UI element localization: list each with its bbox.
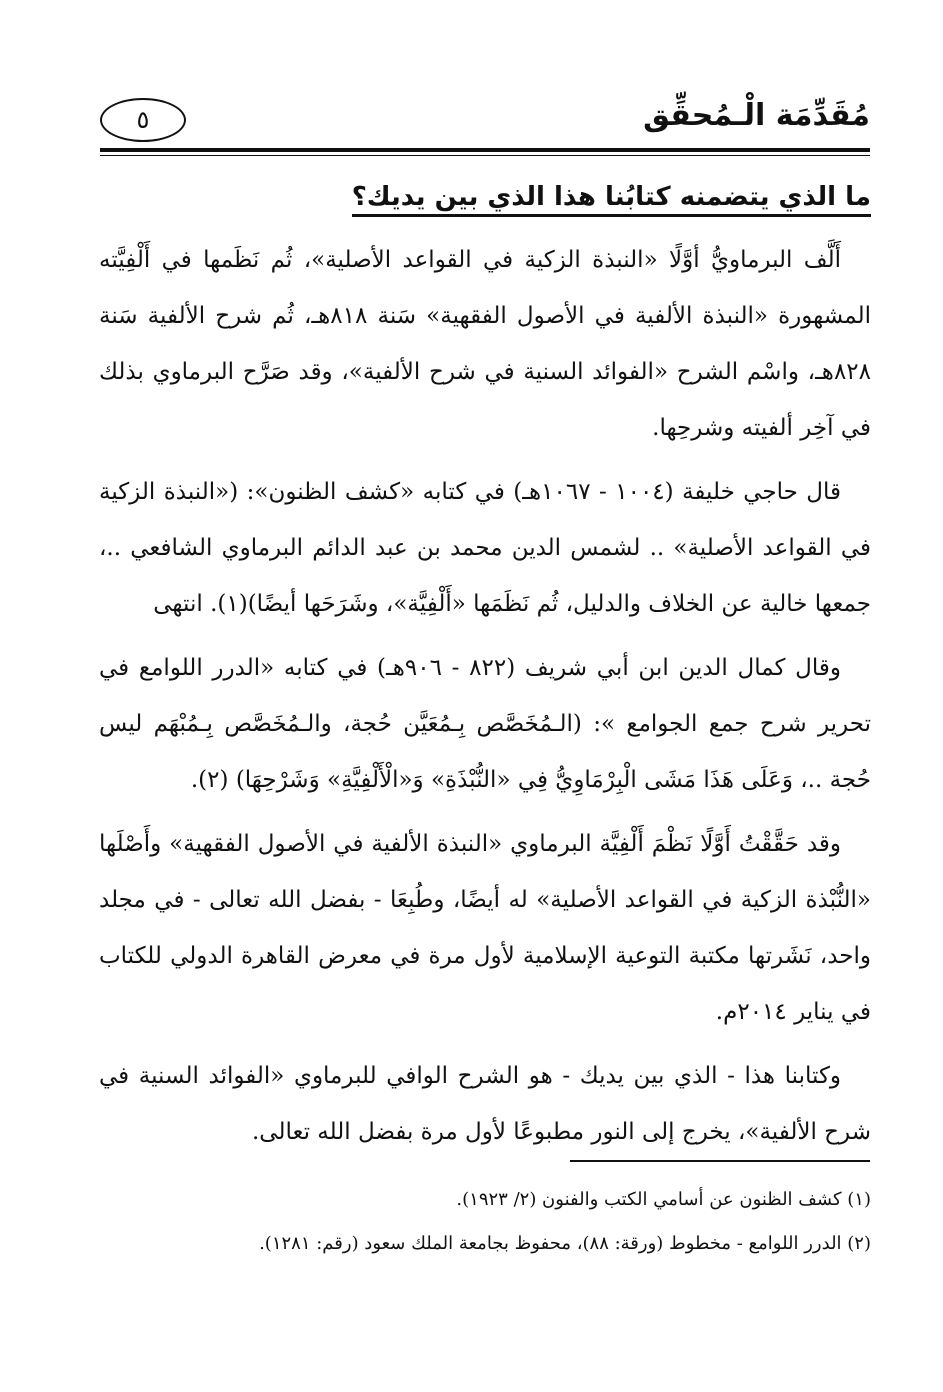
running-title: مُقَدِّمَة الْـمُحقِّق xyxy=(643,98,870,133)
page-number-oval xyxy=(100,98,186,142)
paragraph: وقال كمال الدين ابن أبي شريف (٨٢٢ - ٩٠٦هـ) في كتابه «الدرر اللوامع في تحرير شرح جمع الجوامع »: (الـمُخَصَّص بِـمُعَيَّن حُجة، والـمُخَصَّص بِـمُبْهَم ليس حُجة ..، وَعَلَى هَذَا مَشَى الْبِرْمَاوِيُّ فِي «النُّبْذَةِ» وَ«الْأَلْفِيَّةِ» وَشَرْحِهَا) (٢). xyxy=(99,655,871,793)
page-header xyxy=(100,92,870,152)
page-number: ٥ xyxy=(136,106,150,134)
footnote: (٢) الدرر اللوامع - مخطوط (ورقة: ٨٨)، محفوظ بجامعة الملك سعود (رقم: ١٢٨١). xyxy=(259,1233,871,1254)
footnote-separator xyxy=(570,1160,870,1162)
paragraph: قال حاجي خليفة (١٠٠٤ - ١٠٦٧هـ) في كتابه «كشف الظنون»: («النبذة الزكية في القواعد الأصلية» .. لشمس الدين محمد بن عبد الدائم البرماوي الشافعي ..، جمعها خالية عن الخلاف والدليل، ثُم نَظَمَها «أَلْفِيَّة»، وشَرَحَها أيضًا)(١). انتهى xyxy=(99,479,871,617)
header-rule-thin xyxy=(100,155,870,156)
header-rule-thick xyxy=(100,148,870,152)
paragraph: وكتابنا هذا - الذي بين يديك - هو الشرح الوافي للبرماوي «الفوائد السنية في شرح الألفية»، يخرج إلى النور مطبوعًا لأول مرة بفضل الله تعالى. xyxy=(99,1063,871,1145)
section-heading: ما الذي يتضمنه كتابُنا هذا الذي بين يديك؟ xyxy=(352,182,871,217)
footnotes xyxy=(99,1178,871,1266)
paragraph: أَلَّف البرماويُّ أوَّلًا «النبذة الزكية في القواعد الأصلية»، ثُم نَظَمها في أَلْفِيَّته المشهورة «النبذة الألفية في الأصول الفقهية» سَنة ٨١٨هـ، ثُم شرح الألفية سَنة ٨٢٨هـ، واسْم الشرح «الفوائد السنية في شرح الألفية»، وقد صَرَّح البرماوي بذلك في آخِر ألفيته وشرحِها. xyxy=(99,247,871,441)
footnote: (١) كشف الظنون عن أسامي الكتب والفنون (٢/ ١٩٢٣). xyxy=(456,1189,871,1210)
paragraph: وقد حَقَّقْتُ أَوَّلًا نَظْمَ أَلْفِيَّة البرماوي «النبذة الألفية في الأصول الفقهية» وأَصْلَها «النُّبْذة الزكية في القواعد الأصلية» له أيضًا، وطُبِعَا - بفضل الله تعالى - في مجلد واحد، نَشَرتها مكتبة التوعية الإسلامية لأول مرة في معرض القاهرة الدولي للكتاب في يناير ٢٠١٤م. xyxy=(99,831,871,1025)
body-text xyxy=(99,232,871,1168)
